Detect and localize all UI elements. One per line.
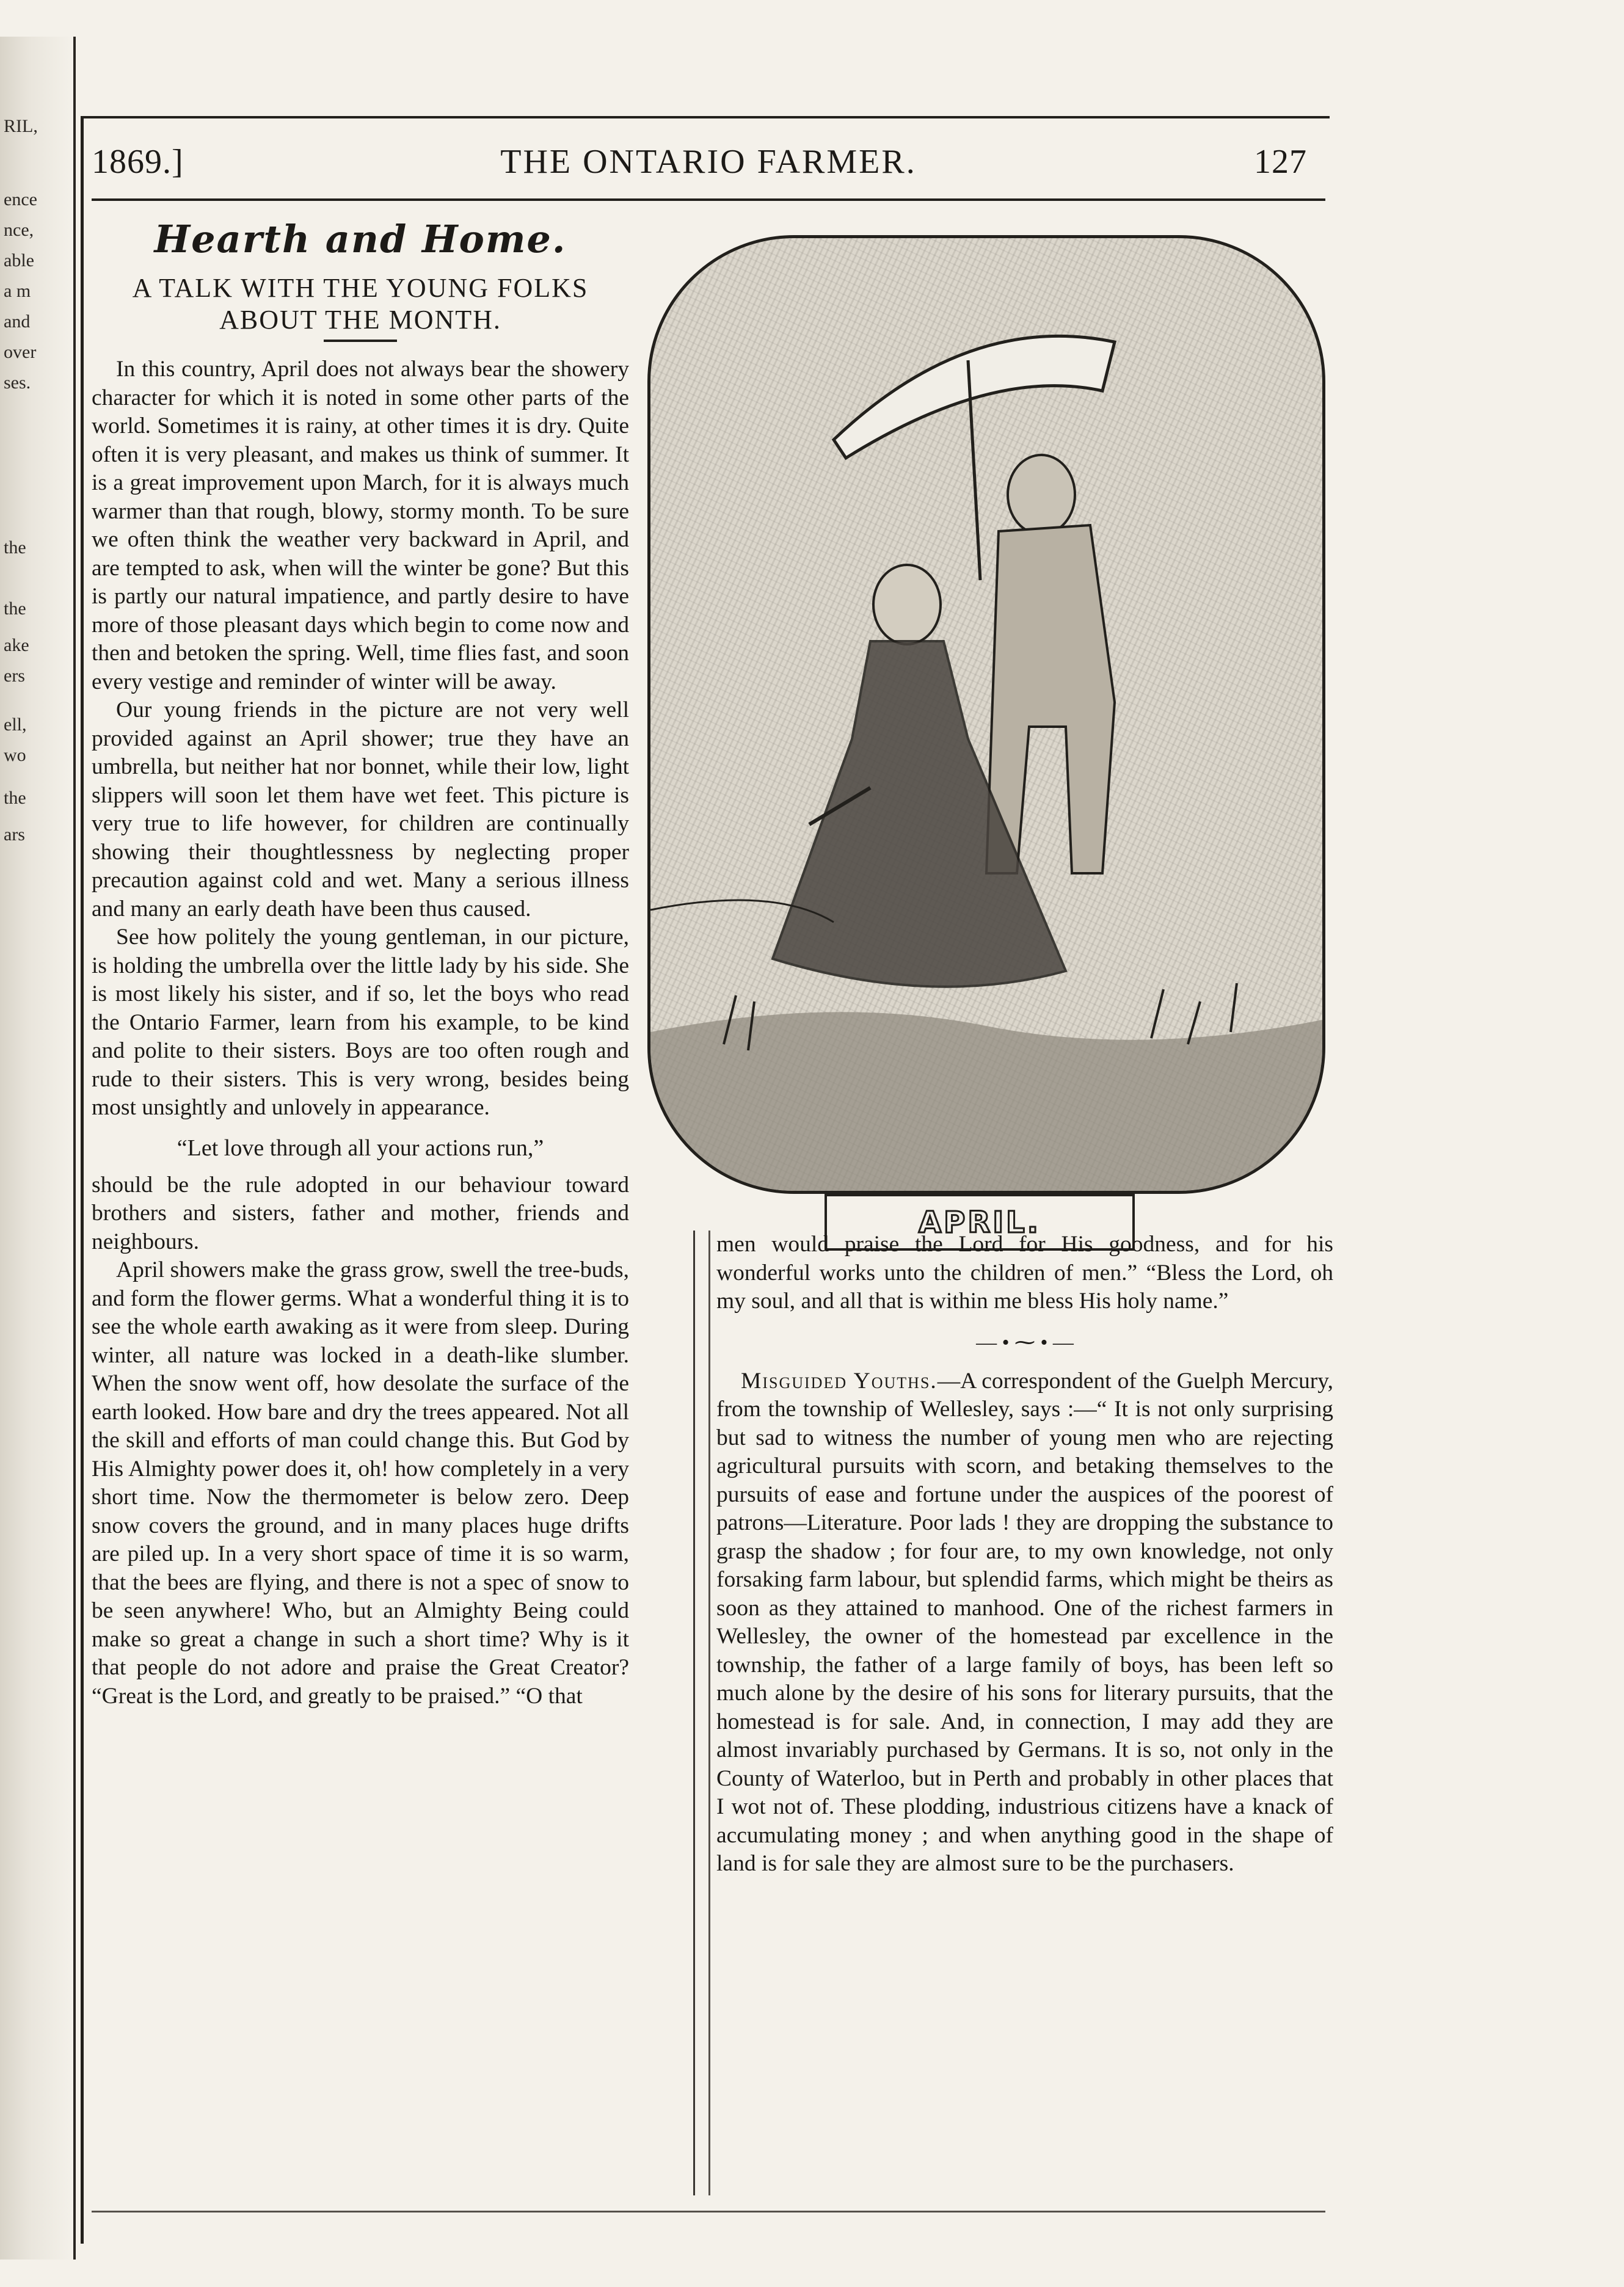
edge-fragment: the	[4, 788, 26, 808]
article-paragraph: In this country, April does not always bear the showery character for which it is noted in some other parts of the world. Sometimes it is rainy, at other times it is dry. Quite often it is very pleasant, and makes us think of summer. It is a great improvement upon March, for it is always much warmer than that rough, blowy, stormy month. To be sure we often think the weather very backward in April, and are tempted to ask, when will the winter be gone? But this is partly our natural impatience, and partly desire to have more of those pleasant days which begin to come now and then and betoken the spring. Well, time flies fast, and soon every vestige and reminder of winter will be away.	[92, 357, 629, 694]
header-year: 1869.]	[92, 143, 184, 181]
caption-text: APRIL.	[919, 1205, 1041, 1240]
article-paragraph: Our young friends in the picture are not very well provided against an April shower; true they have an umbrella, but neither hat nor bonnet, while their low, light slippers will soon let them have wet feet. This picture is very true to life however, for children are continually showing their thoughtlessness by neglecting proper precaution against cold and wet. Many a serious illness and many an early death have been thus caused.	[92, 697, 629, 922]
right-column	[708, 1231, 1333, 2195]
illustration-frame	[647, 235, 1325, 1194]
header-title: THE ONTARIO FARMER.	[500, 143, 917, 181]
header-page-number: 127	[1254, 143, 1307, 181]
edge-fragment: a m	[4, 281, 31, 301]
edge-fragment: wo	[4, 745, 26, 765]
edge-fragment: over	[4, 342, 37, 362]
illustration	[647, 235, 1325, 1188]
article2-text: —A correspondent of the Guelph Mercury, from the township of Wellesley, says :—“ It is not only surprising but sad to witness the number of young men who are rejecting agricultural pursuits with scorn, and betaking themselves to the pursuits of ease and fortune under the auspices of the poorest of patrons—Literature. Poor lads ! they are dropping the substance to grasp the shadow ; for four are, to my own knowledge, not only forsaking farm labour, but splendid farms, which might be theirs as soon as they attained to manhood. One of the richest farmers in Wellesley, the owner of the homestead par excellence in the township, the father of a large family of boys, has been left so much alone by the desire of his sons for literary pursuits, that the homestead is for sale. And, in connection, I may add they are almost invariably purchased by Germans. It is so, not only in the County of Waterloo, but in Perth and probably in other places that I wot not of. These plodding, industrious citizens have a knack of accumulating money ; and when anything good in the shape of land is for sale they are almost sure to be the purchasers.	[716, 1368, 1333, 1876]
article2-lead: Misguided Youths.	[741, 1368, 938, 1394]
headline-rule	[324, 340, 397, 342]
header-rule	[92, 198, 1325, 201]
article-paragraph: April showers make the grass grow, swell the tree-buds, and form the flower germs. What a wonderful thing it is to see the whole earth awaking as it were from sleep. During winter, all nature was locked in a death-like slumber. When the snow went off, how desolate the surface of the earth looked. How bare and dry the trees appeared. Not all the skill and efforts of man could change this. But God by His Almighty power does it, oh! how completely in a very short time. Now the thermometer is below zero. Deep snow covers the ground, and in many places huge drifts are piled up. In a very short space of time it is so warm, that the bees are flying, and there is not a spec of snow to be seen anywhere! Who, but an Almighty Being could make so great a change in such a short time? Why is it that people do not adore and praise the Great Creator? “Great is the Lord, and greatly to be praised.” “O that	[92, 1257, 629, 1709]
left-column	[92, 211, 629, 2189]
article-paragraph: See how politely the young gentleman, in our picture, is holding the umbrella over the little lady by his side. She is most likely his sister, and if so, let the boys who read the Ontario Farmer, learn from his example, to be kind and polite to their sisters. Boys are too often rough and rude to their sisters. This is very wrong, besides being most unsightly and unlovely in appearance.	[92, 925, 629, 1120]
section-title: Hearth and Home.	[154, 217, 567, 261]
verse-quote: “Let love through all your actions run,”	[177, 1135, 544, 1161]
article-paragraph: men would praise the Lord for His goodness, and for his wonderful works unto the children of men.” “Bless the Lord, oh my soul, and all that is within me bless His holy name.”	[716, 1232, 1333, 1314]
edge-fragment: the	[4, 537, 26, 558]
edge-fragment: nce,	[4, 220, 34, 240]
article2-paragraph	[716, 1367, 1333, 1878]
page-header	[92, 137, 1325, 192]
children-umbrella-engraving	[650, 238, 1322, 1191]
column-divider	[693, 1231, 695, 2195]
edge-fragment: ers	[4, 666, 25, 686]
edge-fragment: the	[4, 598, 26, 619]
article-headline: A TALK WITH THE YOUNG FOLKS ABOUT THE MONTH.	[132, 273, 589, 335]
edge-fragment: RIL,	[4, 116, 38, 136]
edge-fragment: ence	[4, 189, 37, 209]
bottom-rule	[92, 2211, 1325, 2212]
binding-edge	[0, 37, 76, 2260]
article-paragraph: should be the rule adopted in our behaviour toward brothers and sisters, father and mother, friends and neighbours.	[92, 1172, 629, 1254]
ornament-divider: — • ⁓ • —	[976, 1331, 1074, 1354]
edge-fragment: ars	[4, 824, 25, 845]
edge-fragment: and	[4, 311, 31, 332]
edge-fragment: ell,	[4, 714, 27, 735]
edge-fragment: ake	[4, 635, 29, 655]
edge-fragment: ses.	[4, 373, 31, 393]
edge-fragment: able	[4, 250, 34, 271]
